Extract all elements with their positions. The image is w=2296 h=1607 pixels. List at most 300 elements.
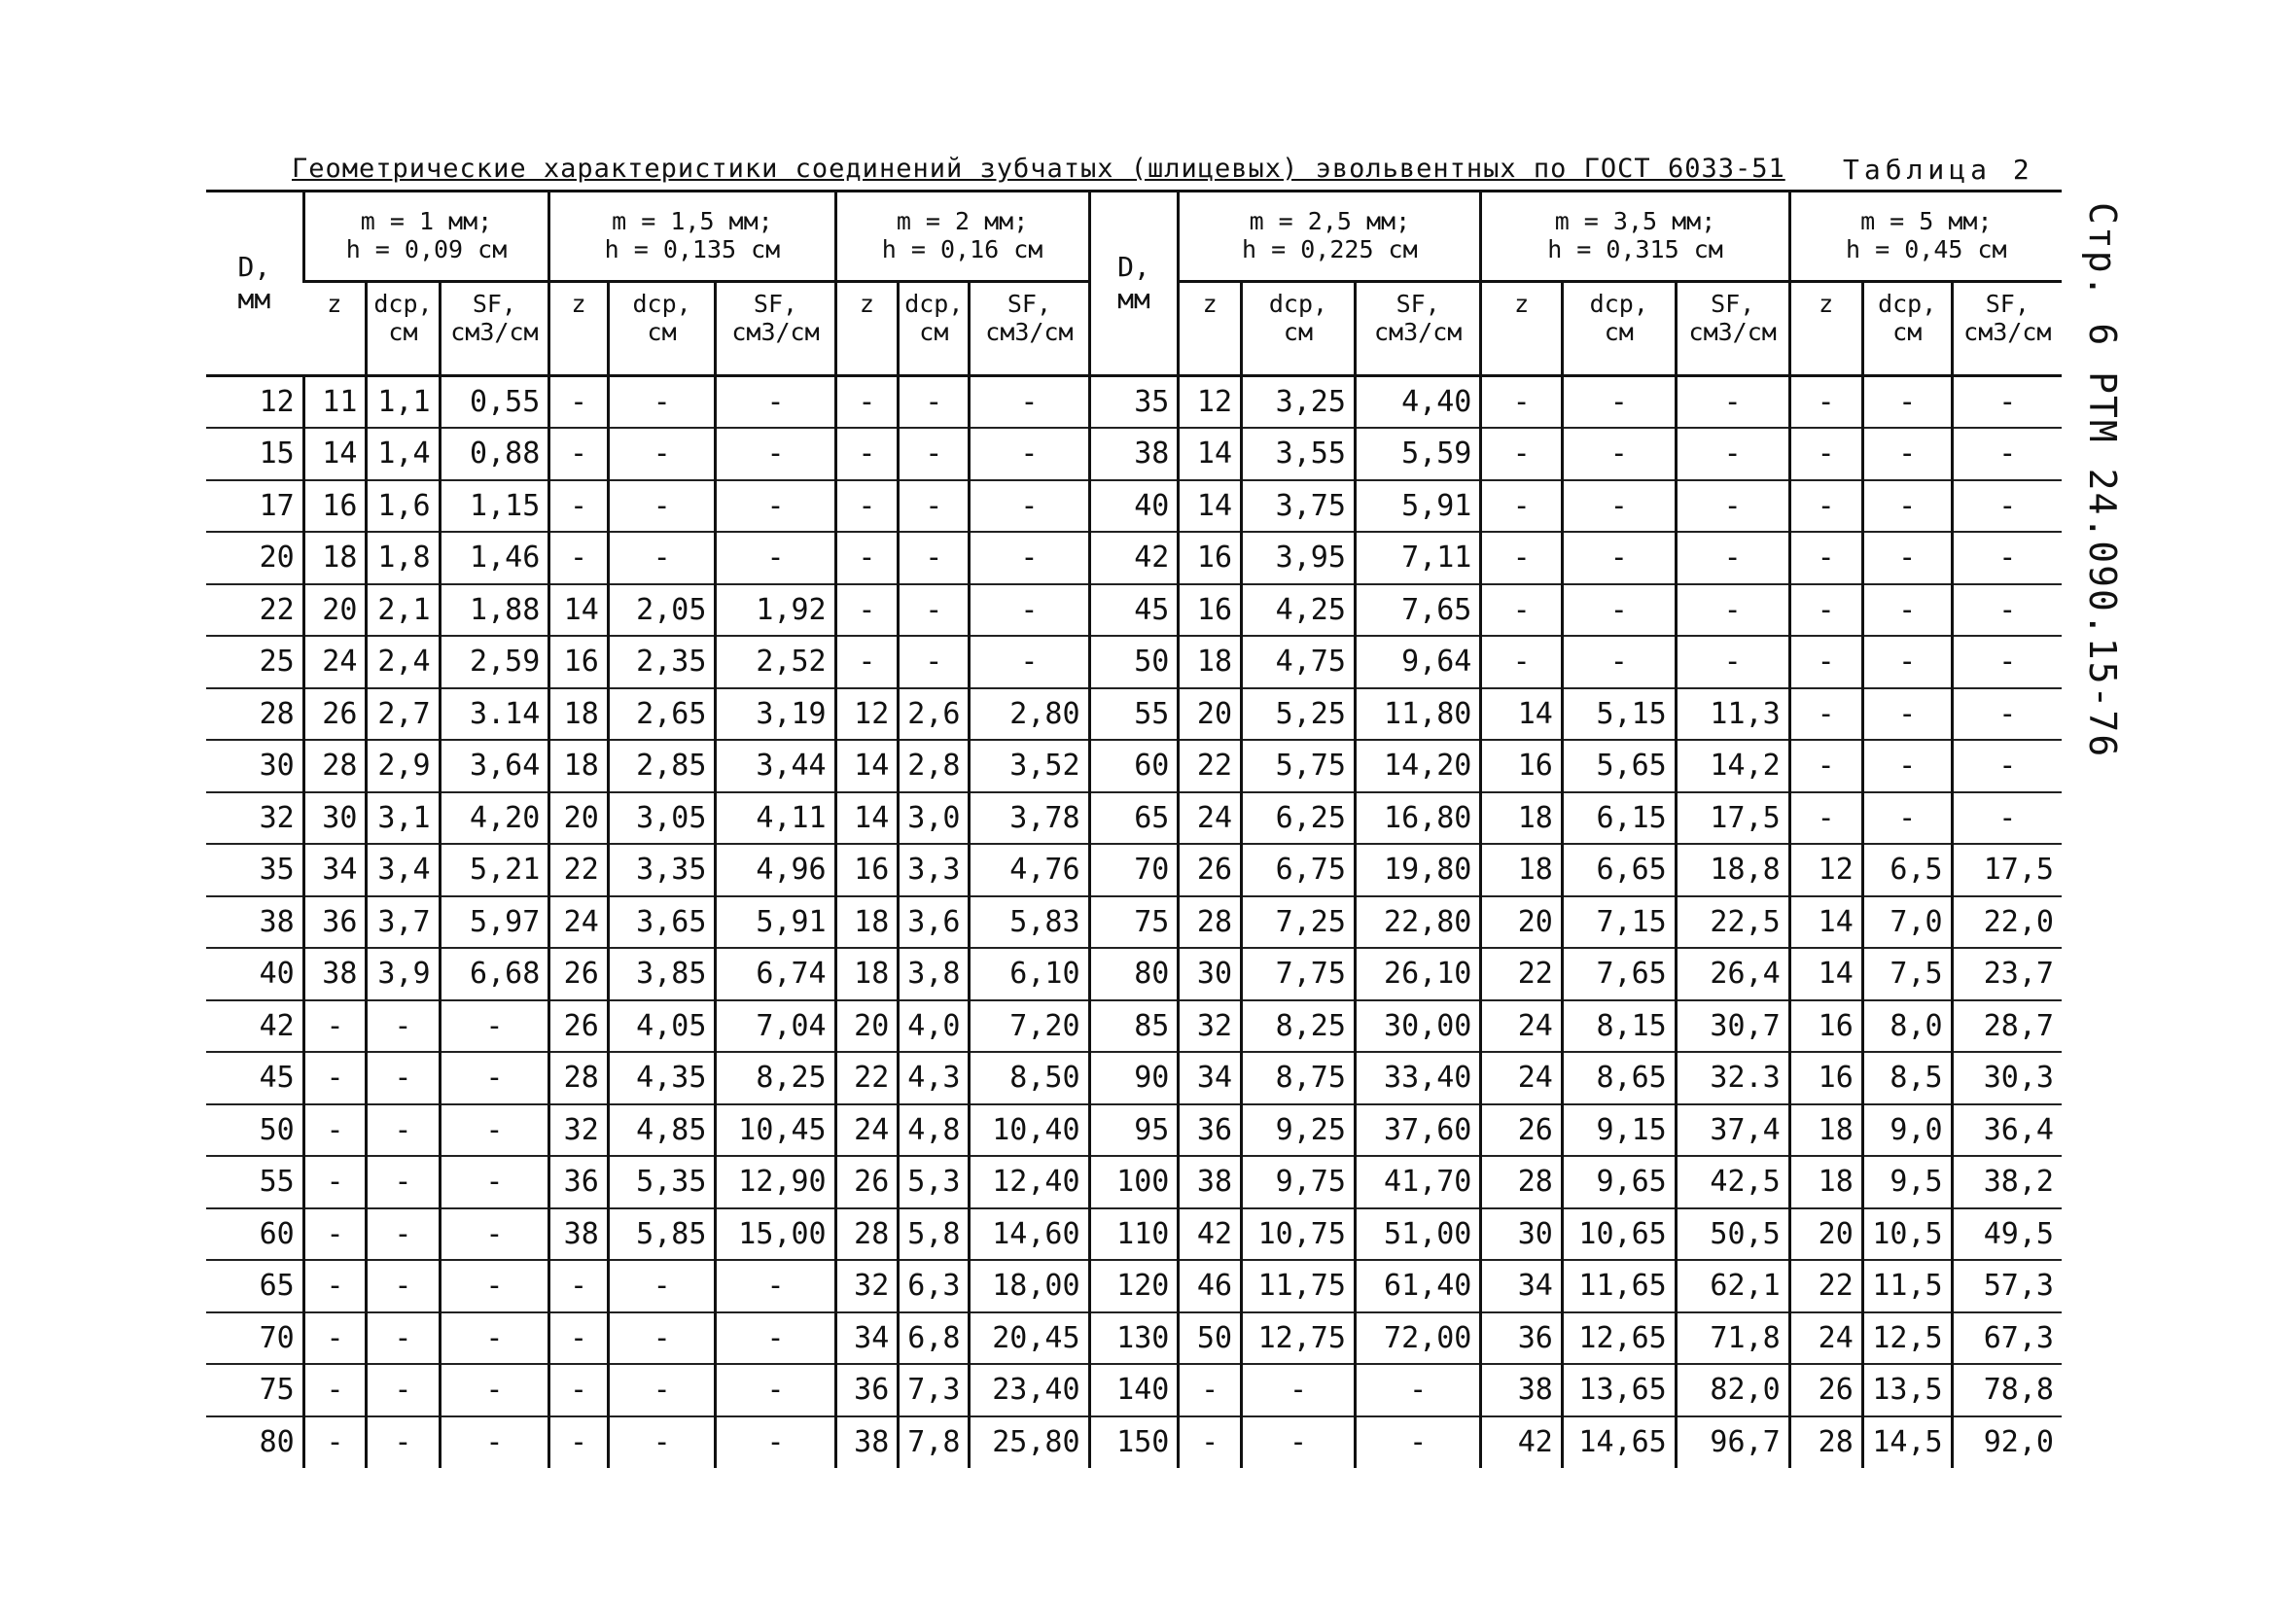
table-cell: -	[716, 1416, 835, 1469]
table-cell: -	[440, 1312, 549, 1365]
table-cell: -	[1952, 688, 2062, 741]
table-cell: 14	[303, 428, 367, 480]
table-cell: -	[970, 532, 1089, 584]
table-cell: 55	[1089, 688, 1179, 741]
table-cell: 60	[1089, 740, 1179, 792]
table-cell: 1,46	[440, 532, 549, 584]
sf-header: SF, см3/см	[1952, 282, 2062, 376]
table-cell: 3,0	[899, 792, 970, 845]
table-cell: 22	[1179, 740, 1242, 792]
table-cell: 13,65	[1562, 1364, 1676, 1416]
table-cell: 7,04	[716, 1000, 835, 1053]
table-cell: 32.3	[1676, 1052, 1789, 1104]
table-cell: -	[440, 1364, 549, 1416]
table-cell: 5,25	[1242, 688, 1356, 741]
table-cell: 14,20	[1355, 740, 1480, 792]
table-cell: 1,6	[367, 480, 440, 533]
table-cell: -	[367, 1156, 440, 1208]
table-cell: 6,74	[716, 948, 835, 1000]
page-reference: Стр. 6 РТМ 24.090.15-76	[2081, 202, 2124, 759]
table-cell: 3,8	[899, 948, 970, 1000]
table-cell: 1,8	[367, 532, 440, 584]
table-cell: 14	[1789, 896, 1862, 949]
table-cell: 5,75	[1242, 740, 1356, 792]
table-cell: 3,05	[608, 792, 716, 845]
table-cell: -	[970, 636, 1089, 688]
table-cell: 22,0	[1952, 896, 2062, 949]
table-cell: 38	[206, 896, 303, 949]
table-cell: -	[835, 636, 899, 688]
table-cell: 6,25	[1242, 792, 1356, 845]
table-cell: -	[899, 532, 970, 584]
table-cell: 38	[1179, 1156, 1242, 1208]
table-cell: 20	[1179, 688, 1242, 741]
table-cell: 18	[1789, 1156, 1862, 1208]
table-cell: 8,0	[1862, 1000, 1952, 1053]
table-cell: -	[608, 1416, 716, 1469]
table-cell: -	[1355, 1364, 1480, 1416]
table-cell: 65	[206, 1260, 303, 1312]
table-cell: -	[367, 1208, 440, 1261]
table-cell: -	[716, 1364, 835, 1416]
table-cell: 7,3	[899, 1364, 970, 1416]
group-header-m1-5: m = 1,5 мм; h = 0,135 см	[549, 192, 835, 282]
table-cell: -	[970, 480, 1089, 533]
table-cell: -	[303, 1000, 367, 1053]
table-cell: 32	[549, 1104, 609, 1157]
dcp-header: dср, см	[1862, 282, 1952, 376]
table-cell: 38	[835, 1416, 899, 1469]
table-cell: 150	[1089, 1416, 1179, 1469]
table-cell: 3,4	[367, 844, 440, 896]
table-cell: -	[608, 376, 716, 429]
group-header-m2-5: m = 2,5 мм; h = 0,225 см	[1179, 192, 1481, 282]
table-cell: 9,65	[1562, 1156, 1676, 1208]
table-cell: -	[1562, 480, 1676, 533]
table-row	[206, 792, 2062, 845]
table-cell: 12,40	[970, 1156, 1089, 1208]
group-header-m5: m = 5 мм; h = 0,45 см	[1789, 192, 2062, 282]
table-cell: 7,15	[1562, 896, 1676, 949]
table-cell: 82,0	[1676, 1364, 1789, 1416]
table-cell: 42	[206, 1000, 303, 1053]
table-cell: 14,60	[970, 1208, 1089, 1261]
table-cell: 5,3	[899, 1156, 970, 1208]
table-cell: 3,44	[716, 740, 835, 792]
gear-spline-table	[206, 190, 2062, 1468]
table-cell: 38,2	[1952, 1156, 2062, 1208]
table-cell: 6,3	[899, 1260, 970, 1312]
table-cell: -	[1562, 636, 1676, 688]
table-cell: 130	[1089, 1312, 1179, 1365]
table-cell: 35	[206, 844, 303, 896]
table-cell: 20	[835, 1000, 899, 1053]
table-cell: 2,80	[970, 688, 1089, 741]
table-cell: 18	[1481, 792, 1562, 845]
table-cell: -	[1789, 636, 1862, 688]
table-cell: -	[303, 1312, 367, 1365]
table-cell: -	[1562, 584, 1676, 637]
table-cell: 1,4	[367, 428, 440, 480]
table-cell: 4,20	[440, 792, 549, 845]
table-cell: 3,52	[970, 740, 1089, 792]
table-cell: 3,35	[608, 844, 716, 896]
z-header: z	[327, 290, 342, 318]
table-cell: 22	[1789, 1260, 1862, 1312]
table-cell: 8,75	[1242, 1052, 1356, 1104]
table-cell: 18,8	[1676, 844, 1789, 896]
z-header: z	[835, 282, 899, 376]
table-cell: 110	[1089, 1208, 1179, 1261]
table-cell: 14	[1179, 428, 1242, 480]
table-cell: 42,5	[1676, 1156, 1789, 1208]
table-cell: -	[1952, 584, 2062, 637]
table-cell: 3,65	[608, 896, 716, 949]
dcp-header: dср, см	[1242, 282, 1356, 376]
table-cell: 80	[1089, 948, 1179, 1000]
table-cell: 26,4	[1676, 948, 1789, 1000]
table-cell: 2,9	[367, 740, 440, 792]
table-cell: -	[1789, 792, 1862, 845]
table-cell: -	[899, 428, 970, 480]
table-cell: 34	[1179, 1052, 1242, 1104]
table-cell: 3,25	[1242, 376, 1356, 429]
table-cell: -	[549, 376, 609, 429]
table-cell: 20	[303, 584, 367, 637]
table-row	[206, 1364, 2062, 1416]
table-cell: 38	[549, 1208, 609, 1261]
table-row	[206, 1208, 2062, 1261]
table-cell: -	[1562, 532, 1676, 584]
table-cell: -	[1481, 428, 1562, 480]
table-cell: -	[835, 584, 899, 637]
table-cell: 10,45	[716, 1104, 835, 1157]
table-cell: -	[1952, 792, 2062, 845]
table-cell: 18	[835, 948, 899, 1000]
table-cell: 5,65	[1562, 740, 1676, 792]
table-cell: 22,5	[1676, 896, 1789, 949]
table-cell: 3,6	[899, 896, 970, 949]
table-cell: 8,25	[716, 1052, 835, 1104]
table-cell: -	[608, 532, 716, 584]
table-cell: -	[899, 584, 970, 637]
table-cell: 50,5	[1676, 1208, 1789, 1261]
table-cell: 14	[1789, 948, 1862, 1000]
table-cell: -	[1562, 376, 1676, 429]
table-cell: -	[440, 1416, 549, 1469]
table-cell: 17,5	[1676, 792, 1789, 845]
sf-header: SF, см3/см	[1676, 282, 1789, 376]
table-cell: 34	[303, 844, 367, 896]
table-cell: 2,05	[608, 584, 716, 637]
table-cell: -	[549, 1364, 609, 1416]
table-cell: 38	[303, 948, 367, 1000]
z-header: z	[1179, 282, 1242, 376]
table-row	[206, 480, 2062, 533]
table-cell: 0,88	[440, 428, 549, 480]
table-cell: 67,3	[1952, 1312, 2062, 1365]
table-cell: 12	[1789, 844, 1862, 896]
table-cell: 85	[1089, 1000, 1179, 1053]
table-cell: 4,75	[1242, 636, 1356, 688]
group-header-m1: m = 1 мм; h = 0,09 см	[303, 192, 549, 282]
table-cell: 5,35	[608, 1156, 716, 1208]
table-cell: 100	[1089, 1156, 1179, 1208]
table-cell: 92,0	[1952, 1416, 2062, 1469]
table-cell: -	[716, 376, 835, 429]
table-cell: 3,64	[440, 740, 549, 792]
table-cell: 4,40	[1355, 376, 1480, 429]
table-cell: 8,50	[970, 1052, 1089, 1104]
table-cell: 28	[1179, 896, 1242, 949]
table-cell: -	[1789, 740, 1862, 792]
table-cell: -	[1481, 636, 1562, 688]
table-cell: 90	[1089, 1052, 1179, 1104]
table-cell: 20	[206, 532, 303, 584]
table-row	[206, 740, 2062, 792]
table-cell: 30	[206, 740, 303, 792]
table-cell: 7,65	[1562, 948, 1676, 1000]
table-cell: -	[970, 584, 1089, 637]
table-cell: 19,80	[1355, 844, 1480, 896]
table-cell: -	[835, 532, 899, 584]
table-cell: 5,21	[440, 844, 549, 896]
table-cell: -	[716, 532, 835, 584]
d-column-header-right: D, мм	[1089, 192, 1179, 376]
table-cell: 28	[206, 688, 303, 741]
table-cell: 3,1	[367, 792, 440, 845]
table-cell: 4,76	[970, 844, 1089, 896]
table-cell: -	[1355, 1416, 1480, 1469]
table-cell: -	[1862, 428, 1952, 480]
table-cell: -	[1862, 688, 1952, 741]
table-cell: 24	[303, 636, 367, 688]
table-cell: -	[899, 480, 970, 533]
table-cell: 0,55	[440, 376, 549, 429]
table-cell: 5,8	[899, 1208, 970, 1261]
table-cell: 22	[1481, 948, 1562, 1000]
table-cell: 5,59	[1355, 428, 1480, 480]
table-cell: 22	[835, 1052, 899, 1104]
table-cell: 6,68	[440, 948, 549, 1000]
table-cell: 3.14	[440, 688, 549, 741]
table-cell: 3,19	[716, 688, 835, 741]
table-cell: 18	[1481, 844, 1562, 896]
table-cell: 71,8	[1676, 1312, 1789, 1365]
table-cell: 7,8	[899, 1416, 970, 1469]
table-cell: 2,1	[367, 584, 440, 637]
table-cell: 24	[1481, 1052, 1562, 1104]
table-cell: -	[835, 480, 899, 533]
table-row	[206, 428, 2062, 480]
table-cell: 5,97	[440, 896, 549, 949]
table-cell: 14	[1179, 480, 1242, 533]
table-cell: 22	[549, 844, 609, 896]
table-cell: 1,1	[367, 376, 440, 429]
table-cell: -	[549, 1312, 609, 1365]
table-cell: 95	[1089, 1104, 1179, 1157]
table-cell: 11,65	[1562, 1260, 1676, 1312]
table-cell: 16	[835, 844, 899, 896]
table-cell: 10,5	[1862, 1208, 1952, 1261]
dcp-header: dср, см	[608, 282, 716, 376]
table-cell: 14,65	[1562, 1416, 1676, 1469]
table-cell: 20	[1481, 896, 1562, 949]
table-cell: 78,8	[1952, 1364, 2062, 1416]
table-cell: 28	[1789, 1416, 1862, 1469]
table-cell: 4,25	[1242, 584, 1356, 637]
table-cell: 9,0	[1862, 1104, 1952, 1157]
table-cell: 18,00	[970, 1260, 1089, 1312]
table-cell: 15	[206, 428, 303, 480]
sf-header: SF, см3/см	[716, 282, 835, 376]
table-cell: 26	[1179, 844, 1242, 896]
table-cell: -	[440, 1208, 549, 1261]
table-cell: 2,6	[899, 688, 970, 741]
table-cell: -	[367, 1312, 440, 1365]
table-cell: 18	[835, 896, 899, 949]
table-cell: -	[716, 428, 835, 480]
z-header: z	[549, 282, 609, 376]
table-cell: 37,60	[1355, 1104, 1480, 1157]
table-cell: 16	[1481, 740, 1562, 792]
table-cell: 7,5	[1862, 948, 1952, 1000]
table-cell: 42	[1481, 1416, 1562, 1469]
table-cell: 24	[549, 896, 609, 949]
table-cell: -	[1952, 740, 2062, 792]
table-cell: -	[608, 1312, 716, 1365]
table-cell: 3,7	[367, 896, 440, 949]
table-cell: 4,8	[899, 1104, 970, 1157]
table-caption: Геометрические характеристики соединений зубчатых (шлицевых) эвольвентных по ГОСТ 6033-51	[292, 154, 1785, 184]
table-cell: 32	[206, 792, 303, 845]
table-cell: 33,40	[1355, 1052, 1480, 1104]
table-cell: 5,15	[1562, 688, 1676, 741]
table-cell: -	[1676, 428, 1789, 480]
table-cell: -	[716, 1312, 835, 1365]
table-cell: 9,5	[1862, 1156, 1952, 1208]
table-cell: 26	[303, 688, 367, 741]
table-cell: -	[440, 1260, 549, 1312]
table-row	[206, 688, 2062, 741]
table-cell: -	[1789, 688, 1862, 741]
table-cell: -	[549, 428, 609, 480]
table-cell: -	[1676, 532, 1789, 584]
table-cell: 50	[1089, 636, 1179, 688]
table-cell: 30	[1179, 948, 1242, 1000]
table-cell: 41,70	[1355, 1156, 1480, 1208]
table-cell: 22	[206, 584, 303, 637]
table-cell: -	[716, 1260, 835, 1312]
table-cell: -	[303, 1104, 367, 1157]
table-cell: 20,45	[970, 1312, 1089, 1365]
table-cell: 16	[1789, 1000, 1862, 1053]
table-cell: -	[367, 1416, 440, 1469]
table-cell: 62,1	[1676, 1260, 1789, 1312]
table-cell: 38	[1481, 1364, 1562, 1416]
dcp-header: dср, см	[1562, 282, 1676, 376]
table-cell: -	[1481, 480, 1562, 533]
table-cell: -	[899, 376, 970, 429]
table-cell: 60	[206, 1208, 303, 1261]
table-cell: 16	[303, 480, 367, 533]
table-cell: 6,10	[970, 948, 1089, 1000]
table-cell: 4,05	[608, 1000, 716, 1053]
table-cell: -	[367, 1000, 440, 1053]
table-cell: 11,75	[1242, 1260, 1356, 1312]
dcp-header: dср, см	[899, 282, 970, 376]
table-cell: -	[367, 1052, 440, 1104]
table-row	[206, 584, 2062, 637]
table-cell: 2,85	[608, 740, 716, 792]
table-cell: 2,4	[367, 636, 440, 688]
table-cell: 32	[835, 1260, 899, 1312]
sf-header: SF, см3/см	[440, 282, 549, 376]
table-cell: 36	[835, 1364, 899, 1416]
table-cell: 11,80	[1355, 688, 1480, 741]
table-row	[206, 1000, 2062, 1053]
table-cell: -	[970, 428, 1089, 480]
table-cell: 2,59	[440, 636, 549, 688]
table-cell: -	[1242, 1364, 1356, 1416]
table-cell: 6,75	[1242, 844, 1356, 896]
table-cell: 6,65	[1562, 844, 1676, 896]
table-cell: 30,7	[1676, 1000, 1789, 1053]
table-cell: 14	[835, 792, 899, 845]
table-cell: 11,3	[1676, 688, 1789, 741]
table-body	[206, 376, 2062, 1469]
table-cell: 34	[835, 1312, 899, 1365]
table-cell: -	[608, 428, 716, 480]
table-cell: 7,25	[1242, 896, 1356, 949]
table-cell: 42	[1179, 1208, 1242, 1261]
table-cell: -	[1676, 584, 1789, 637]
table-cell: 7,65	[1355, 584, 1480, 637]
table-cell: 49,5	[1952, 1208, 2062, 1261]
table-cell: -	[549, 1416, 609, 1469]
table-cell: 12,75	[1242, 1312, 1356, 1365]
table-cell: -	[1862, 636, 1952, 688]
table-cell: 12	[206, 376, 303, 429]
table-cell: 140	[1089, 1364, 1179, 1416]
table-cell: -	[608, 1260, 716, 1312]
table-cell: 9,75	[1242, 1156, 1356, 1208]
table-cell: 36	[1481, 1312, 1562, 1365]
table-cell: 12	[1179, 376, 1242, 429]
table-cell: 9,64	[1355, 636, 1480, 688]
table-cell: 46	[1179, 1260, 1242, 1312]
table-cell: 5,83	[970, 896, 1089, 949]
table-cell: 6,5	[1862, 844, 1952, 896]
table-cell: 26	[549, 948, 609, 1000]
table-cell: -	[1562, 428, 1676, 480]
table-cell: -	[303, 1208, 367, 1261]
table-cell: 50	[206, 1104, 303, 1157]
table-cell: 13,5	[1862, 1364, 1952, 1416]
table-cell: 61,40	[1355, 1260, 1480, 1312]
table-cell: -	[1862, 480, 1952, 533]
table-cell: -	[716, 480, 835, 533]
table-cell: 4,11	[716, 792, 835, 845]
table-cell: 3,85	[608, 948, 716, 1000]
table-cell: 14	[1481, 688, 1562, 741]
z-header: z	[1481, 282, 1562, 376]
table-cell: -	[1481, 376, 1562, 429]
table-cell: -	[1789, 480, 1862, 533]
table-cell: 55	[206, 1156, 303, 1208]
table-cell: 18	[303, 532, 367, 584]
table-cell: 57,3	[1952, 1260, 2062, 1312]
